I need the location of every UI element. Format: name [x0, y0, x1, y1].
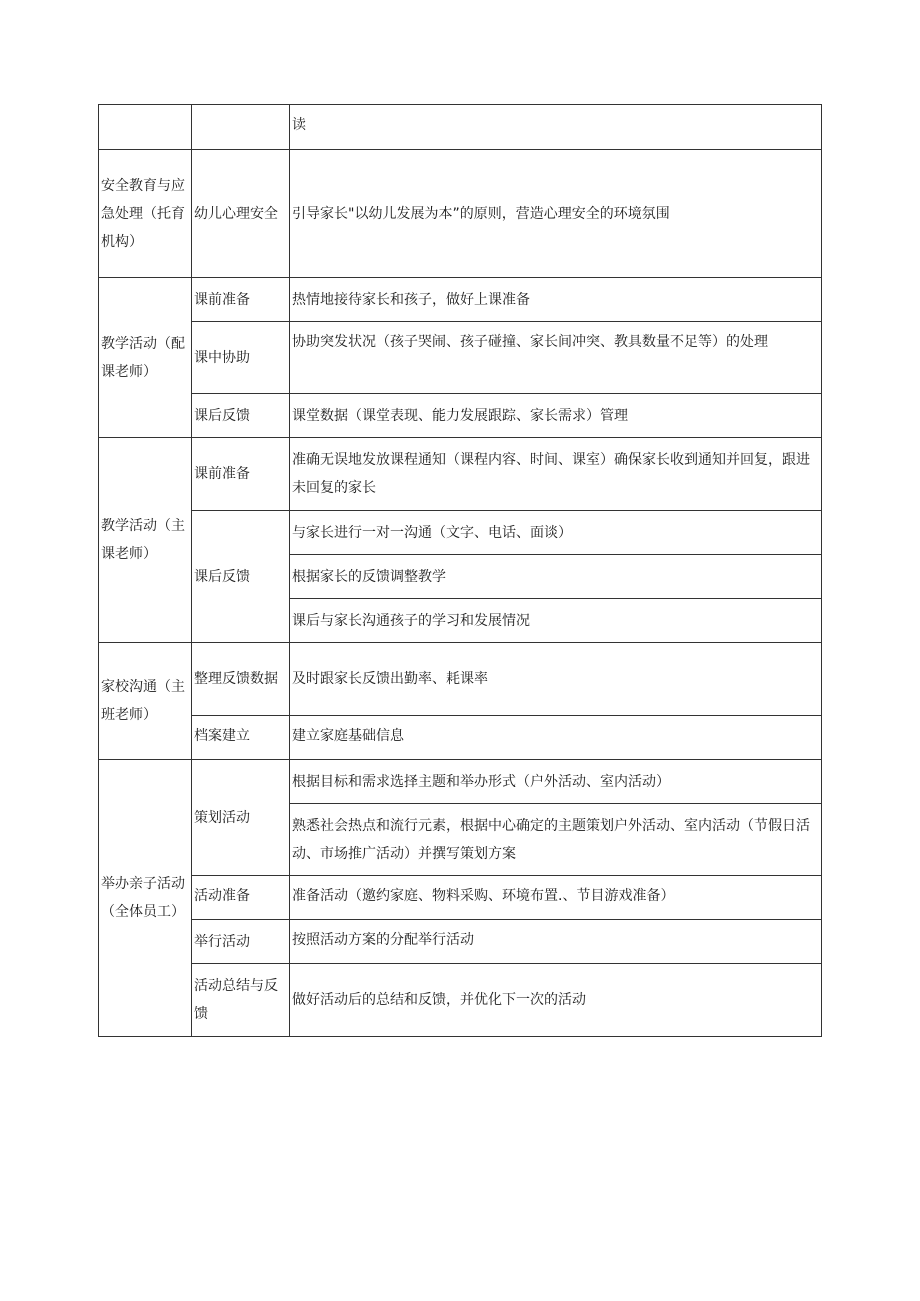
subcategory-cell: 活动总结与反馈 [192, 964, 290, 1037]
task-cell: 建立家庭基础信息 [290, 716, 822, 760]
subcategory-cell: 举行活动 [192, 920, 290, 964]
table-row [99, 964, 822, 1037]
category-cell: 教学活动（配课老师） [99, 278, 192, 438]
table-row [99, 876, 822, 920]
subcategory-cell: 课中协助 [192, 322, 290, 394]
table-row [99, 105, 822, 150]
subcategory-cell: 整理反馈数据 [192, 643, 290, 716]
subcategory-cell: 策划活动 [192, 760, 290, 876]
task-cell: 及时跟家长反馈出勤率、耗课率 [290, 643, 822, 716]
task-cell: 引导家长"以幼儿发展为本”的原则，营造心理安全的环境氛围 [290, 150, 822, 278]
subcategory-cell: 课后反馈 [192, 511, 290, 643]
task-cell: 根据目标和需求选择主题和举办形式（户外活动、室内活动） [290, 760, 822, 804]
task-cell: 与家长进行一对一沟通（文字、电话、面谈） [290, 511, 822, 555]
duties-table [98, 104, 822, 1037]
task-cell: 课后与家长沟通孩子的学习和发展情况 [290, 599, 822, 643]
task-cell: 准备活动（邀约家庭、物料采购、环境布置.、节目游戏准备） [290, 876, 822, 920]
category-cell: 举办亲子活动（全体员工） [99, 760, 192, 1037]
task-cell: 协助突发状况（孩子哭闹、孩子碰撞、家长间冲突、教具数量不足等）的处理 [290, 322, 822, 394]
table-row [99, 716, 822, 760]
table-row [99, 150, 822, 278]
task-cell: 热情地接待家长和孩子，做好上课准备 [290, 278, 822, 322]
table-row [99, 760, 822, 804]
task-cell: 熟悉社会热点和流行元素，根据中心确定的主题策划户外活动、室内活动（节假日活动、市场推广活动）并撰写策划方案 [290, 804, 822, 876]
task-cell: 课堂数据（课堂表现、能力发展跟踪、家长需求）管理 [290, 394, 822, 438]
category-cell: 教学活动（主课老师） [99, 438, 192, 643]
task-cell: 按照活动方案的分配举行活动 [290, 920, 822, 964]
subcategory-cell: 课前准备 [192, 438, 290, 511]
category-cell: 家校沟通（主班老师） [99, 643, 192, 760]
task-cell: 准确无误地发放课程通知（课程内容、时间、课室）确保家长收到通知并回复，跟进未回复的家长 [290, 438, 822, 511]
subcategory-cell [192, 105, 290, 150]
subcategory-cell: 课前准备 [192, 278, 290, 322]
category-cell: 安全教育与应急处理（托育机构） [99, 150, 192, 278]
table-row [99, 322, 822, 394]
category-cell [99, 105, 192, 150]
table-row [99, 278, 822, 322]
task-cell: 做好活动后的总结和反馈，并优化下一次的活动 [290, 964, 822, 1037]
subcategory-cell: 活动准备 [192, 876, 290, 920]
table-row [99, 438, 822, 511]
table-row [99, 511, 822, 555]
task-cell: 根据家长的反馈调整教学 [290, 555, 822, 599]
table-row [99, 394, 822, 438]
table-row [99, 643, 822, 716]
subcategory-cell: 课后反馈 [192, 394, 290, 438]
table-row [99, 920, 822, 964]
subcategory-cell: 幼儿心理安全 [192, 150, 290, 278]
task-cell: 读 [290, 105, 822, 150]
subcategory-cell: 档案建立 [192, 716, 290, 760]
